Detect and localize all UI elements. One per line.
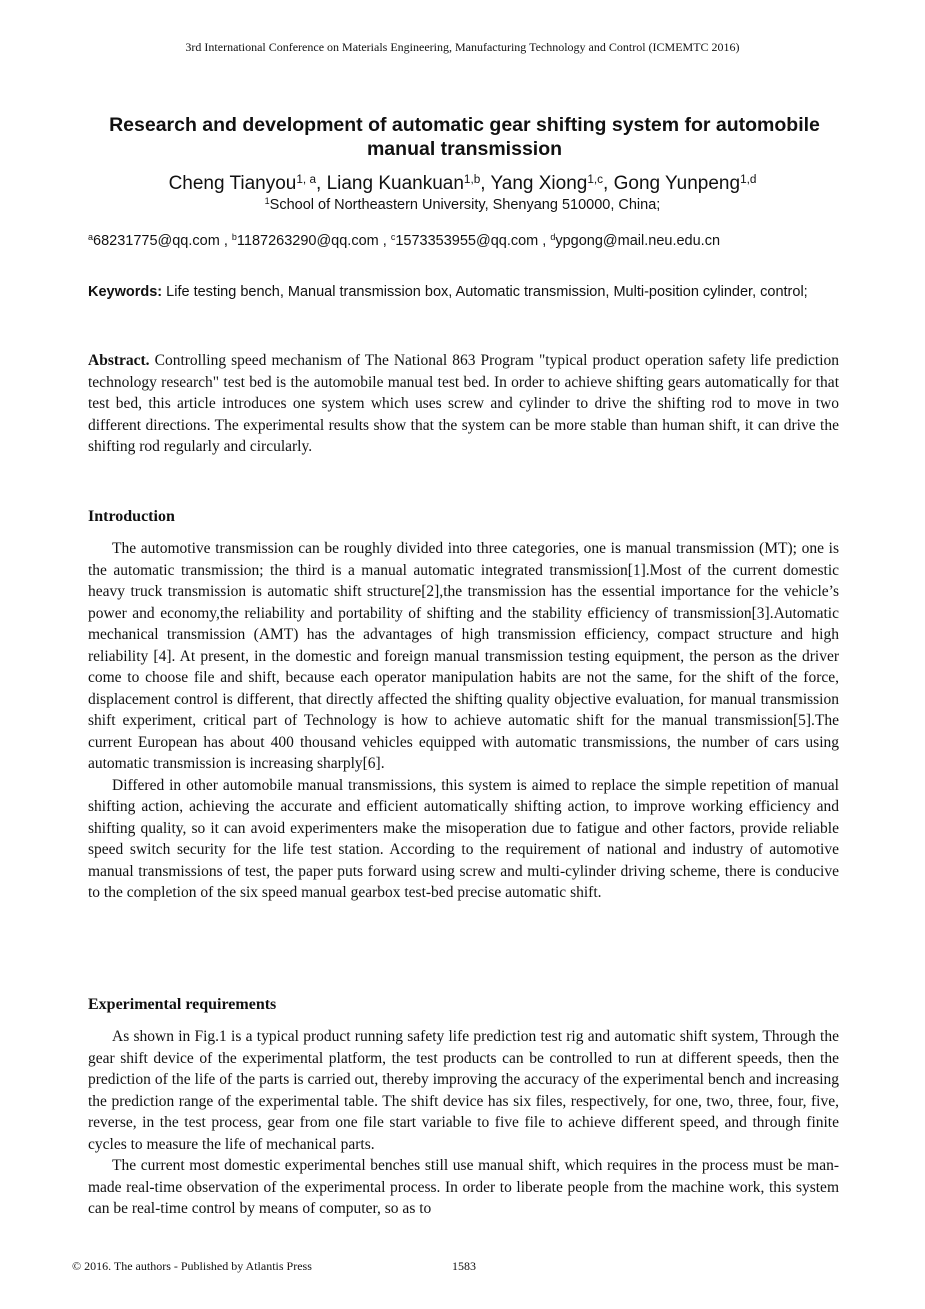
paragraph: The current most domestic experimental benches still use manual shift, which requires in the process must be man-made real-time observation of the experimental process. In order to liberate people from the machine work, this system can be real-time control by means of computer, so as to [88, 1157, 839, 1217]
author-affiliation-mark: 1, a [296, 172, 317, 186]
email-mark: d [550, 232, 556, 243]
author-name: Liang Kuankuan [326, 173, 464, 194]
keywords-label: Keywords: [88, 284, 163, 300]
email-list: $^a$68231775@qq.com , $^b$1187263290@qq.com , $^c$1573353955@qq.com , $^d$ypgong@mail.neu.edu.cn [88, 232, 721, 249]
experimental-body [88, 1026, 839, 1220]
abstract-text: Controlling speed mechanism of The National 863 Program "typical product operation safety life prediction technology research" test bed is the automobile manual test bed. In order to achieve shifting gears automatically for that test bed, this article introduces one system which uses screw and cylinder to drive the shifting rod to move in two different directions. The experimental results show that the system can be more stable than human shift, it can drive the shifting rod regularly and circularly. [88, 352, 840, 455]
paragraph: The automotive transmission can be roughly divided into three categories, one is manual transmission (MT); one is the automatic transmission; the third is a manual automatic integrated transmission[1].Most of the current domestic heavy truck transmission is automatic shift structure[2],the transmission has the essential importance for the vehicle’s power and economy,the reliability and portability of shifting and the stability efficiency of transmission[3].Automatic mechanical transmission (AMT) has the advantages of high transmission efficiency, compact structure and high reliability [4]. At present, in the domestic and foreign manual transmission testing equipment, the person as the driver come to choose file and shift, because each operator manipulation habits are not the same, for the shift of the force, displacement control is different, that directly affected the shifting quality objective evaluation, for manual transmission shift experiment, critical part of Technology is how to achieve automatic shift for the manual transmission[5].The current European has about 400 thousand vehicles equipped with automatic transmissions, the number of cars using automatic transmission is increasing sharply[6]. [88, 540, 839, 772]
author-affiliation-mark: 1,b [463, 172, 481, 186]
conference-header: 3rd International Conference on Materials Engineering, Manufacturing Technology and Control (ICMEMTC 2016) [185, 40, 740, 54]
introduction-body [88, 538, 839, 904]
email-address[interactable]: 1573353955@qq.com [395, 233, 539, 249]
author-name: Gong Yunpeng [613, 173, 741, 194]
author-affiliation-mark: 1,d [740, 172, 757, 186]
affiliation-mark: 1 [264, 196, 270, 207]
copyright-footer: © 2016. The authors - Published by Atlantis Press [72, 1259, 312, 1273]
email-mark: c [390, 232, 396, 243]
author-name: Cheng Tianyou [168, 173, 297, 194]
email-mark: a [88, 232, 93, 243]
email-address[interactable]: ypgong@mail.neu.edu.cn [555, 233, 721, 249]
author-affiliation-mark: 1,c [587, 172, 604, 186]
affiliation [60, 196, 865, 215]
email-mark: b [231, 232, 237, 243]
abstract [88, 350, 839, 458]
section-heading-experimental-requirements: Experimental requirements [88, 996, 277, 1013]
paper-title: Research and development of automatic gear shifting system for automobile manual transmission [109, 114, 820, 160]
page-number: 1583 [452, 1259, 476, 1273]
paragraph: As shown in Fig.1 is a typical product running safety life prediction test rig and automatic shift system, Through the gear shift device of the experimental platform, the test products can be controlled to run at different speeds, then the prediction of the life of the parts is carried out, thereby improving the accuracy of the experimental bench and increasing the prediction range of the experimental table. The shift device has six files, respectively, for one, two, three, four, five, reverse, in the test process, gear from one file start variable to five file to achieve different speed, and through finite cycles to measure the life of mechanical parts. [88, 1028, 839, 1153]
author-name: Yang Xiong [490, 173, 588, 194]
keywords [88, 284, 839, 302]
keywords-text: Life testing bench, Manual transmission box, Automatic transmission, Multi-position cylinder, control; [166, 284, 808, 300]
affiliation-text: School of Northeastern University, Shenyang 510000, China; [269, 197, 661, 213]
paragraph: Differed in other automobile manual transmissions, this system is aimed to replace the simple repetition of manual shifting action, achieving the accurate and efficient automatically shifting action, to improve working efficiency and shifting quality, so it can avoid experimenters make the misoperation due to fatigue and other factors, provide reliable speed switch security for the life test station. According to the requirement of national and industry of automotive manual transmissions of test, the paper puts forward using screw and multi-cylinder driving scheme, there is conducive to the completion of the six speed manual gearbox test-bed precise automatic shift. [88, 776, 839, 901]
author-list: Cheng Tianyou$^{1, a}$, Liang Kuankuan$^{1,b}$, Yang Xiong$^{1,c}$, Gong Yunpeng$^{1,d}$ [168, 172, 757, 194]
email-address[interactable]: 1187263290@qq.com [236, 233, 379, 249]
section-heading-introduction: Introduction [88, 508, 175, 525]
email-address[interactable]: 68231775@qq.com [93, 233, 220, 249]
abstract-label: Abstract. [88, 352, 150, 369]
